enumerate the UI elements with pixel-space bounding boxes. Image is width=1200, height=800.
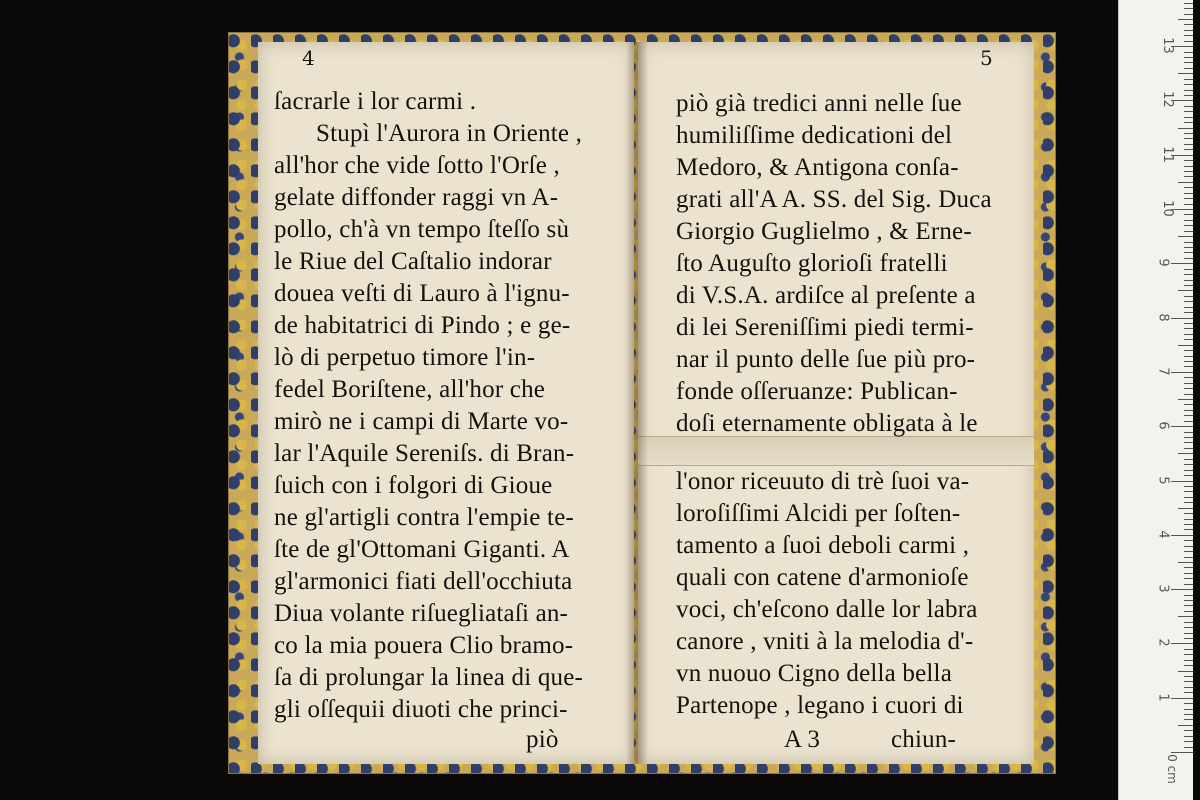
ruler-number: 1: [1155, 693, 1171, 702]
ruler-tick: [1184, 334, 1193, 335]
ruler-tick: [1184, 600, 1193, 601]
ruler-tick: [1178, 616, 1193, 617]
ruler-tick: [1184, 703, 1193, 704]
ruler-tick: [1184, 377, 1193, 378]
ruler-tick: [1184, 339, 1193, 340]
text-line: fedel Boriſtene, all'hor che: [274, 376, 546, 403]
ruler-tick: [1184, 736, 1193, 737]
ruler-tick: [1184, 519, 1193, 520]
ruler-tick: [1184, 138, 1193, 139]
left-page-number: 4: [302, 46, 315, 70]
ruler-tick: [1184, 649, 1193, 650]
text-line: Partenope , legano i cuori di: [676, 692, 964, 719]
page-tear: [638, 436, 1034, 466]
ruler-tick: [1184, 171, 1193, 172]
ruler-tick: [1178, 508, 1193, 509]
ruler-tick: [1184, 247, 1193, 248]
ruler-tick: [1184, 719, 1193, 720]
text-line: all'hor che vide ſotto l'Orſe ,: [274, 152, 560, 179]
ruler-tick: [1184, 687, 1193, 688]
ruler-tick: [1184, 90, 1193, 91]
measurement-ruler: [1118, 0, 1193, 800]
ruler-tick: [1184, 361, 1193, 362]
text-line: loroſiſſimi Alcidi per ſoſten-: [676, 500, 961, 527]
right-page: [638, 42, 1034, 764]
ruler-tick: [1184, 79, 1193, 80]
ruler-tick: [1184, 231, 1193, 232]
ruler-tick: [1171, 481, 1193, 482]
ruler-tick: [1178, 725, 1193, 726]
ruler-tick: [1184, 551, 1193, 552]
text-line: ſte de gl'Ottomani Giganti. A: [274, 536, 570, 563]
ruler-tick: [1178, 236, 1193, 237]
ruler-tick: [1184, 611, 1193, 612]
ruler-tick: [1184, 198, 1193, 199]
ruler-tick: [1184, 432, 1193, 433]
text-line: di V.S.A. ardiſce al preſente a: [676, 282, 976, 309]
ruler-tick: [1178, 182, 1193, 183]
text-line: le Riue del Caſtalio indorar: [274, 248, 552, 275]
text-line: doſi eternamente obligata à le: [676, 410, 978, 437]
ruler-tick: [1184, 714, 1193, 715]
ruler-tick: [1184, 741, 1193, 742]
ruler-tick: [1184, 122, 1193, 123]
ruler-tick: [1184, 193, 1193, 194]
ruler-tick: [1184, 627, 1193, 628]
ruler-tick: [1184, 285, 1193, 286]
ruler-tick: [1171, 589, 1193, 590]
ruler-tick: [1184, 529, 1193, 530]
ruler-tick: [1178, 128, 1193, 129]
ruler-tick: [1184, 280, 1193, 281]
ruler-tick: [1178, 73, 1193, 74]
ruler-tick: [1178, 562, 1193, 563]
text-line: lò di perpetuo timore l'in-: [274, 344, 536, 371]
ruler-tick: [1178, 671, 1193, 672]
text-line: grati all'A A. SS. del Sig. Duca: [676, 186, 992, 213]
ruler-tick: [1184, 8, 1193, 9]
ruler-tick: [1184, 307, 1193, 308]
ruler-tick: [1184, 312, 1193, 313]
text-line: Diua volante riſuegliataſi an-: [274, 600, 569, 627]
text-line: ſa di prolungar la linea di que-: [274, 664, 584, 691]
text-line: l'onor riceuuto di trè ſuoi va-: [676, 468, 970, 495]
ruler-number: 7: [1155, 367, 1171, 376]
ruler-tick: [1184, 415, 1193, 416]
ruler-tick: [1184, 144, 1193, 145]
ruler-tick: [1184, 258, 1193, 259]
ruler-tick: [1171, 426, 1193, 427]
ruler-tick: [1184, 638, 1193, 639]
ruler-tick: [1171, 752, 1193, 753]
catchword: piò: [526, 726, 559, 753]
text-line: vn nuouo Cigno della bella: [676, 660, 952, 687]
ruler-tick: [1184, 187, 1193, 188]
ruler-tick: [1184, 160, 1193, 161]
ruler-tick: [1184, 464, 1193, 465]
ruler-tick: [1171, 263, 1193, 264]
ruler-tick: [1184, 475, 1193, 476]
ruler-tick: [1184, 84, 1193, 85]
ruler-tick: [1184, 366, 1193, 367]
ruler-tick: [1184, 252, 1193, 253]
ruler-tick: [1184, 323, 1193, 324]
ruler-tick: [1184, 3, 1193, 4]
ruler-tick: [1184, 68, 1193, 69]
ruler-tick: [1184, 225, 1193, 226]
text-line: ſto Auguſto glorioſi fratelli: [676, 250, 948, 277]
ruler-tick: [1184, 448, 1193, 449]
ruler-tick: [1184, 383, 1193, 384]
text-line: Giorgio Guglielmo , & Erne-: [676, 218, 972, 245]
ruler-tick: [1184, 269, 1193, 270]
text-line: gli oſſequii diuoti che princi-: [274, 696, 568, 723]
ruler-tick: [1184, 95, 1193, 96]
ruler-tick: [1184, 133, 1193, 134]
ruler-tick: [1184, 404, 1193, 405]
ruler-tick: [1178, 399, 1193, 400]
text-line: fonde oſſeruanze: Publican-: [676, 378, 958, 405]
ruler-number: 2: [1155, 638, 1171, 648]
text-line: de habitatrici di Pindo ; e ge-: [274, 312, 571, 339]
ruler-number: 6: [1155, 421, 1171, 430]
ruler-tick: [1184, 421, 1193, 422]
text-line: humiliſſime dedicationi del: [676, 122, 953, 149]
ruler-tick: [1184, 274, 1193, 275]
ruler-tick: [1184, 595, 1193, 596]
ruler-tick: [1184, 394, 1193, 395]
ruler-tick: [1184, 622, 1193, 623]
ruler-tick: [1184, 41, 1193, 42]
ruler-unit-label: 0 cm: [1164, 754, 1179, 784]
ruler-tick: [1184, 220, 1193, 221]
text-line: quali con catene d'armonioſe: [676, 564, 969, 591]
ruler-tick: [1184, 214, 1193, 215]
ruler-tick: [1184, 676, 1193, 677]
text-line: ne gl'artigli contra l'empie te-: [274, 504, 575, 531]
ruler-tick: [1184, 730, 1193, 731]
ruler-tick: [1184, 502, 1193, 503]
ruler-tick: [1184, 30, 1193, 31]
ruler-tick: [1184, 578, 1193, 579]
ruler-tick: [1184, 328, 1193, 329]
ruler-tick: [1178, 453, 1193, 454]
ruler-tick: [1184, 546, 1193, 547]
ruler-tick: [1184, 633, 1193, 634]
ruler-tick: [1184, 681, 1193, 682]
ruler-tick: [1184, 176, 1193, 177]
book-gutter: [626, 42, 648, 764]
text-line: di lei Sereniſſimi piedi termi-: [676, 314, 974, 341]
ruler-tick: [1184, 111, 1193, 112]
ruler-tick: [1184, 605, 1193, 606]
ruler-tick: [1184, 660, 1193, 661]
ruler-tick: [1184, 437, 1193, 438]
ruler-tick: [1184, 166, 1193, 167]
left-page: [258, 42, 634, 764]
ruler-tick: [1184, 106, 1193, 107]
ruler-number: 4: [1155, 530, 1171, 539]
ruler-tick: [1184, 540, 1193, 541]
text-line: canore , vniti à la melodia d'-: [676, 628, 974, 655]
text-line: Medoro, & Antigona conſa-: [676, 154, 959, 181]
ruler-tick: [1184, 57, 1193, 58]
text-line: co la mia pouera Clio bramo-: [274, 632, 574, 659]
ruler-tick: [1184, 497, 1193, 498]
text-line: mirò ne i campi di Marte vo-: [274, 408, 569, 435]
ruler-tick: [1171, 643, 1193, 644]
ruler-tick: [1184, 388, 1193, 389]
text-line: nar il punto delle ſue più pro-: [676, 346, 976, 373]
ruler-tick: [1184, 567, 1193, 568]
ruler-tick: [1184, 491, 1193, 492]
ruler-tick: [1171, 698, 1193, 699]
ruler-tick: [1184, 35, 1193, 36]
text-line: pollo, ch'à vn tempo ſteſſo sù: [274, 216, 570, 243]
ruler-tick: [1184, 296, 1193, 297]
ruler-tick: [1184, 204, 1193, 205]
ruler-tick: [1184, 524, 1193, 525]
ruler-tick: [1184, 573, 1193, 574]
text-line: ſacrarle i lor carmi .: [274, 88, 477, 115]
ruler-tick: [1184, 654, 1193, 655]
text-line: Stupì l'Aurora in Oriente ,: [316, 120, 583, 147]
ruler-tick: [1184, 24, 1193, 25]
ruler-tick: [1184, 356, 1193, 357]
ruler-number: 10: [1159, 200, 1175, 217]
ruler-tick: [1184, 242, 1193, 243]
ruler-tick: [1184, 149, 1193, 150]
ruler-tick: [1184, 52, 1193, 53]
ruler-number: 13: [1159, 37, 1175, 54]
ruler-tick: [1171, 535, 1193, 536]
ruler-tick: [1178, 290, 1193, 291]
ruler-tick: [1178, 345, 1193, 346]
ruler-tick: [1171, 372, 1193, 373]
right-page-number: 5: [980, 46, 993, 70]
ruler-tick: [1184, 62, 1193, 63]
ruler-number: 9: [1155, 258, 1171, 267]
text-line: voci, ch'eſcono dalle lor labra: [676, 596, 978, 623]
ruler-tick: [1184, 747, 1193, 748]
ruler-tick: [1184, 442, 1193, 443]
ruler-number: 12: [1159, 91, 1175, 109]
text-line: douea veſti di Lauro à l'ignu-: [274, 280, 570, 307]
ruler-number: 3: [1155, 584, 1171, 593]
ruler-tick: [1184, 459, 1193, 460]
ruler-tick: [1184, 470, 1193, 471]
ruler-tick: [1184, 513, 1193, 514]
ruler-tick: [1184, 117, 1193, 118]
text-line: gelate diffonder raggi vn A-: [274, 184, 559, 211]
ruler-tick: [1184, 665, 1193, 666]
ruler-tick: [1184, 410, 1193, 411]
text-line: ſuich con i folgori di Gioue: [274, 472, 553, 499]
ruler-tick: [1184, 14, 1193, 15]
ruler-tick: [1184, 709, 1193, 710]
text-line: tamento a ſuoi deboli carmi ,: [676, 532, 970, 559]
text-line: lar l'Aquile Sereniſs. di Bran-: [274, 440, 575, 467]
ruler-tick: [1171, 318, 1193, 319]
ruler-tick: [1184, 692, 1193, 693]
ruler-number: 8: [1155, 312, 1171, 322]
ruler-tick: [1184, 584, 1193, 585]
ruler-tick: [1184, 557, 1193, 558]
ruler-tick: [1184, 301, 1193, 302]
ruler-number: 5: [1155, 475, 1171, 485]
ruler-tick: [1184, 486, 1193, 487]
text-line: piò già tredici anni nelle ſue: [676, 90, 962, 117]
ruler-tick: [1178, 19, 1193, 20]
ruler-number: 11: [1159, 145, 1175, 163]
text-line: gl'armonici fiati dell'occhiuta: [274, 568, 573, 595]
signature-and-catchword: A 3 chiun-: [784, 726, 957, 753]
ruler-tick: [1184, 350, 1193, 351]
